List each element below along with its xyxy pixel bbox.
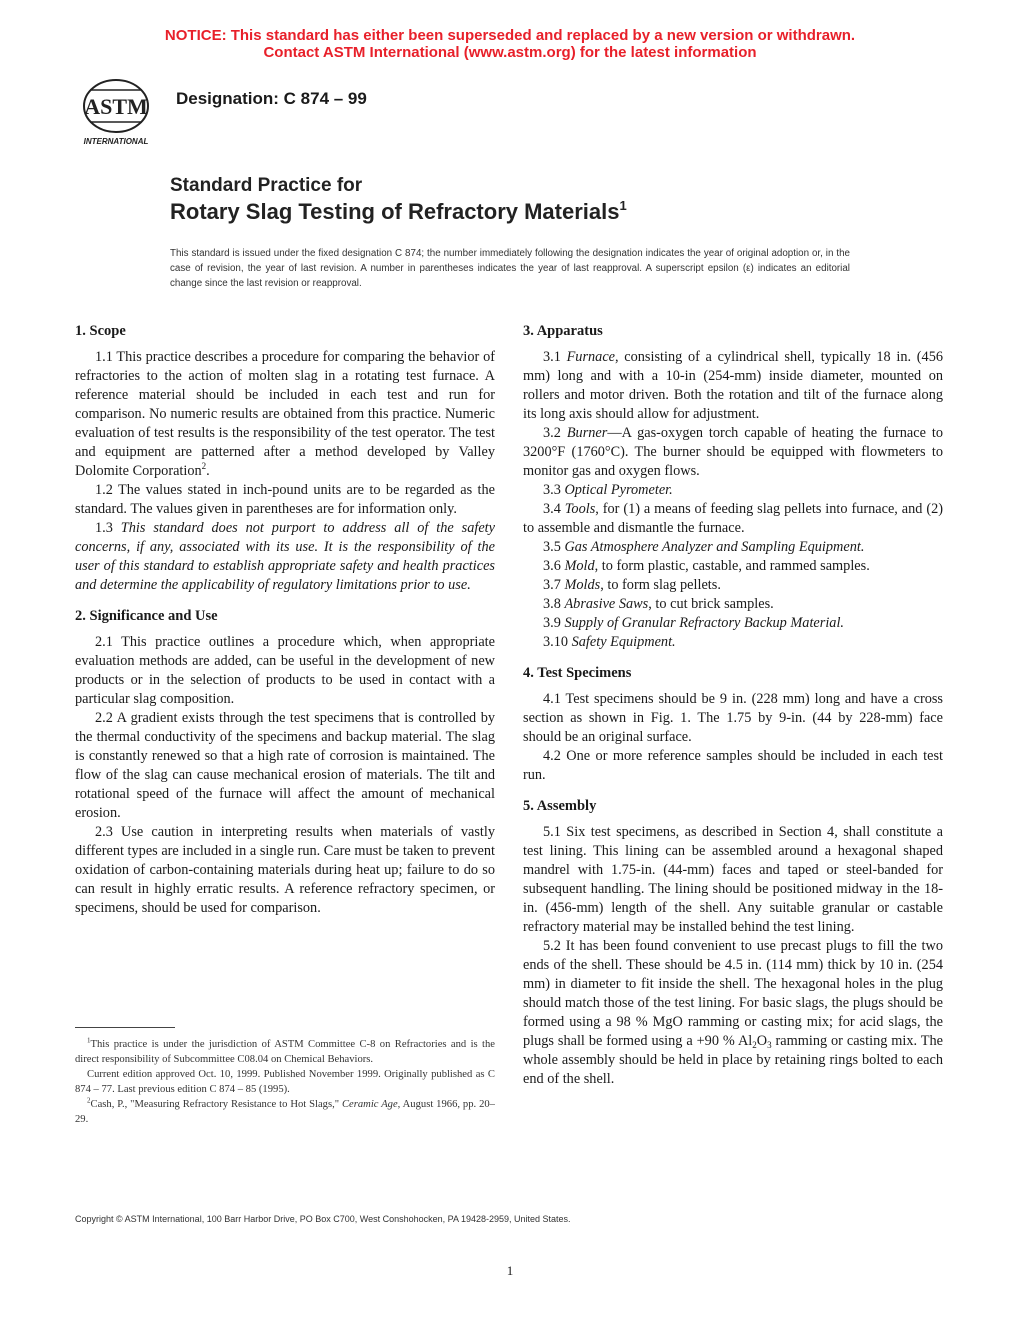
- intro-paragraph: This standard is issued under the fixed designation C 874; the number immediately following the designation indicates the year of original adoption or, in the case of revision, the year of last revision. A number in parentheses indicates the year of last reapproval. A superscript epsilon (ε) indicates an editorial change since the last revision or reapproval.: [170, 248, 850, 289]
- page-title: [170, 174, 627, 226]
- footnote-1: $^1$This practice is under the jurisdiction of ASTM Committee C-8 on Refractories and is the direct responsibility of Subcommittee C08.04 on Chemical Behaviors.: [75, 1036, 495, 1065]
- paragraph: 4.2 One or more reference samples should be included in each test run.: [523, 748, 943, 783]
- astm-logo: [68, 76, 164, 148]
- page-number: 1: [506, 1263, 514, 1278]
- footnote-rule: [75, 1027, 175, 1028]
- paragraph: 1.3 This standard does not purport to address all of the safety concerns, if any, associated with its use. It is the responsibility of the user of this standard to establish appropriate safety and health practices and determine the applicability of regulatory limitations prior to use.: [75, 520, 495, 593]
- withdrawal-notice: [0, 27, 1020, 61]
- section-apparatus: [523, 322, 943, 652]
- title-line-2: Rotary Slag Testing of Refractory Materials: [170, 199, 620, 224]
- apparatus-item: 3.5 Gas Atmosphere Analyzer and Sampling Equipment.: [543, 539, 865, 555]
- designation: Designation: C 874 – 99: [176, 89, 367, 108]
- copyright: Copyright © ASTM International, 100 Barr Harbor Drive, PO Box C700, West Conshohocken, PA 19428-2959, United States.: [75, 1214, 571, 1224]
- paragraph: 5.2 It has been found convenient to use precast plugs to fill the two ends of the shell. These should be 4.5 in. (114 mm) thick by 10 in. (254 mm) in diameter to fit inside the shell. The hexagonal holes in the plug should match those of the test lining. For basic slags, the plugs should be formed using a 98 % MgO ramming or casting mix; for acid slags, the plugs shall be formed using a +90 % $Al_2O_3$ ramming or casting mix. The whole assembly should be held in place by retaining rings bolted to each end of the shell.: [523, 938, 943, 1087]
- apparatus-item: 3.7 Molds, to form slag pellets.: [543, 577, 721, 593]
- apparatus-item: 3.6 Mold, to form plastic, castable, and rammed samples.: [543, 558, 870, 574]
- section-assembly: [523, 797, 943, 1089]
- apparatus-list: [523, 348, 943, 652]
- title-footnote-mark: 1: [619, 198, 627, 213]
- left-column: [75, 322, 495, 930]
- section-heading: 3. Apparatus: [523, 323, 603, 339]
- section-heading: 4. Test Specimens: [523, 665, 632, 681]
- apparatus-item: 3.3 Optical Pyrometer.: [543, 482, 673, 498]
- paragraph: 1.1 This practice describes a procedure for comparing the behavior of refractories to the action of molten slag in a rotating test furnace. A reference material should be included in each test and run for comparison. No numeric results are obtained from this practice. Numeric evaluation of test results is the responsibility of the test operator. The test and equipment are patterned after a method developed by Valley Dolomite Corporation$^2$.: [75, 349, 495, 479]
- footnote-2: $^2$Cash, P., "Measuring Refractory Resistance to Hot Slags," Ceramic Age, August 1966, pp. 20–29.: [75, 1096, 495, 1125]
- logo-text: ASTM: [84, 94, 148, 119]
- title-line-1: Standard Practice for: [170, 175, 363, 196]
- paragraph: 2.2 A gradient exists through the test specimens that is controlled by the thermal conductivity of the specimens and backup material. The slag is constantly renewed so that a high rate of corrosion is maintained. The flow of the slag can cause mechanical erosion of materials. The tilt and rotational speed of the furnace will affect the amount of mechanical erosion.: [75, 710, 495, 821]
- section-heading: 5. Assembly: [523, 798, 597, 814]
- apparatus-item: 3.9 Supply of Granular Refractory Backup Material.: [543, 615, 844, 631]
- right-column: [523, 322, 943, 1101]
- paragraph: 5.1 Six test specimens, as described in Section 4, shall constitute a test lining. This lining can be assembled around a hexagonal shaped mandrel with 1.75-in. (44-mm) faces and taped or steel-banded for subsequent handling. The lining should be positioned midway in the 18-in. (456-mm) length of the shell. Any suitable granular or castable refractory material may be installed behind the test lining.: [523, 824, 943, 935]
- apparatus-item: 3.1 Furnace, consisting of a cylindrical shell, typically 18 in. (456 mm) long and with a 10-in (254-mm) inside diameter, mounted on rollers and motor driven. Both the rotation and tilt of the furnace along its long axis should allow for adjustment.: [523, 349, 943, 422]
- section-heading: 1. Scope: [75, 323, 126, 339]
- footnotes: [75, 1037, 495, 1127]
- notice-line-2: Contact ASTM International (www.astm.org) for the latest information: [263, 44, 757, 61]
- section-scope: [75, 322, 495, 595]
- apparatus-item: 3.10 Safety Equipment.: [543, 634, 676, 650]
- section-heading: 2. Significance and Use: [75, 608, 218, 624]
- paragraph: 1.2 The values stated in inch-pound units are to be regarded as the standard. The values given in parentheses are for information only.: [75, 482, 495, 517]
- paragraph: 4.1 Test specimens should be 9 in. (228 mm) long and have a cross section as shown in Fig. 1. The 1.75 by 9-in. (44 by 228-mm) face should be an original surface.: [523, 691, 943, 745]
- apparatus-item: 3.2 Burner—A gas-oxygen torch capable of heating the furnace to 3200°F (1760°C). The burner should be equipped with flowmeters to monitor gas and oxygen flows.: [523, 425, 943, 479]
- apparatus-item: 3.8 Abrasive Saws, to cut brick samples.: [543, 596, 774, 612]
- paragraph: 2.3 Use caution in interpreting results when materials of vastly different types are included in a single run. Care must be taken to prevent oxidation of carbon-containing materials during heat up; failure to do so can result in highly erratic results. A reference refractory specimen, or specimens, should be used for comparison.: [75, 824, 495, 916]
- section-significance: [75, 607, 495, 918]
- section-specimens: [523, 664, 943, 785]
- footnote-1b: Current edition approved Oct. 10, 1999. Published November 1999. Originally published as C 874 – 77. Last previous edition C 874 – 85 (1995).: [75, 1069, 495, 1095]
- logo-subtext: INTERNATIONAL: [83, 137, 149, 146]
- notice-line-1: NOTICE: This standard has either been superseded and replaced by a new version or withdrawn.: [164, 27, 856, 44]
- paragraph: 2.1 This practice outlines a procedure which, when appropriate evaluation methods are added, can be useful in the development of new products or in the selection of products to be used in contact with a particular slag composition.: [75, 634, 495, 707]
- apparatus-item: 3.4 Tools, for (1) a means of feeding slag pellets into furnace, and (2) to assemble and dismantle the furnace.: [523, 501, 943, 536]
